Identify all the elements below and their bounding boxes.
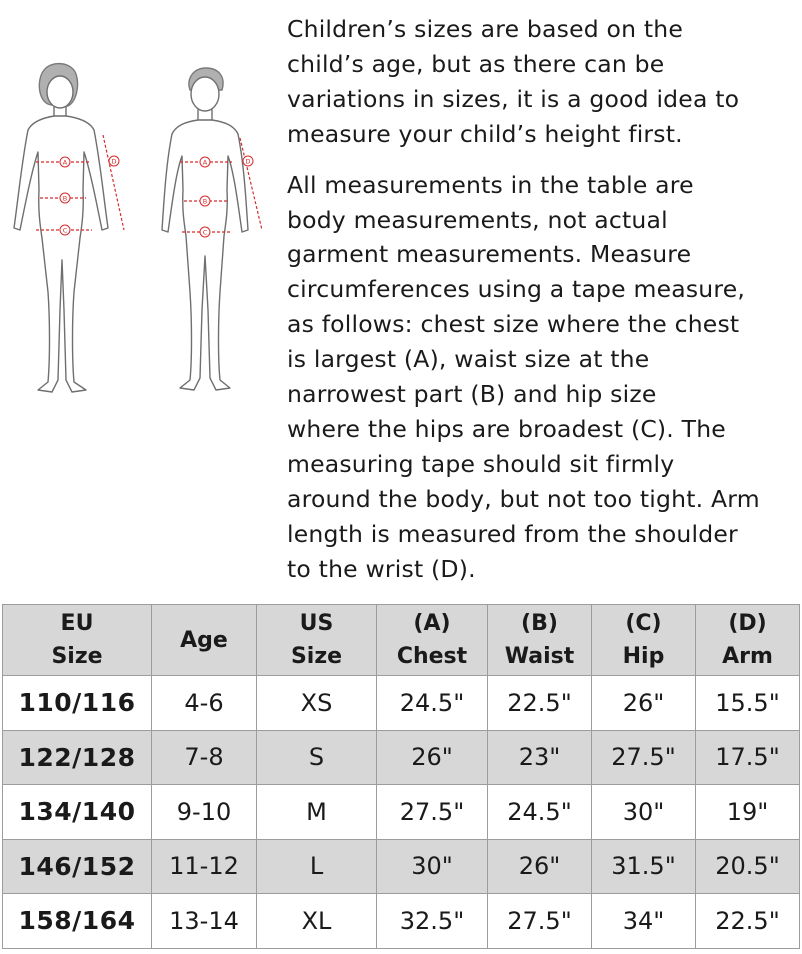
text-line: body measurements, not actual [287, 205, 668, 234]
cell-eu-size: 158/164 [3, 894, 152, 949]
marker-a-label: A [202, 158, 208, 167]
cell-arm: 15.5" [696, 676, 800, 731]
size-chart-table [2, 604, 800, 949]
text-line: garment measurements. Measure [287, 240, 692, 269]
marker-c-label: C [202, 228, 208, 237]
header-line: Hip [622, 644, 665, 669]
cell-waist: 26" [488, 839, 592, 894]
cell-age: 11-12 [152, 839, 257, 894]
cell-age: 4-6 [152, 676, 257, 731]
header-line: Age [180, 627, 228, 653]
cell-arm: 22.5" [696, 894, 800, 949]
table-row [3, 785, 800, 840]
header-line: Arm [722, 644, 773, 669]
header-eu-size [3, 605, 152, 676]
cell-chest: 32.5" [377, 894, 488, 949]
measurement-figures-illustration [8, 60, 276, 400]
cell-eu-size: 122/128 [3, 730, 152, 785]
header-line: (C) [625, 611, 662, 636]
marker-d-label: D [111, 157, 117, 166]
cell-chest: 26" [377, 730, 488, 785]
cell-hip: 34" [592, 894, 696, 949]
cell-waist: 23" [488, 730, 592, 785]
header-line: (A) [413, 611, 451, 636]
intro-text [287, 12, 797, 587]
cell-us-size: XS [257, 676, 377, 731]
text-line: around the body, but not too tight. Arm [287, 484, 760, 513]
text-line: circumferences using a tape measure, [287, 275, 746, 304]
table-row [3, 730, 800, 785]
cell-us-size: M [257, 785, 377, 840]
header-line: Size [290, 644, 343, 669]
header-line: Size [51, 644, 103, 669]
cell-us-size: S [257, 730, 377, 785]
cell-chest: 27.5" [377, 785, 488, 840]
text-line: measuring tape should sit firmly [287, 449, 675, 478]
table-row [3, 676, 800, 731]
cell-arm: 17.5" [696, 730, 800, 785]
cell-age: 9-10 [152, 785, 257, 840]
text-line: Children’s sizes are based on the [287, 15, 684, 43]
table-row [3, 894, 800, 949]
cell-hip: 31.5" [592, 839, 696, 894]
header-hip [592, 605, 696, 676]
cell-chest: 30" [377, 839, 488, 894]
header-line: EU [60, 611, 94, 636]
text-line: to the wrist (D). [287, 554, 476, 583]
header-line: Waist [504, 644, 575, 669]
text-line: as follows: chest size where the chest [287, 310, 740, 339]
header-line: US [299, 611, 334, 636]
cell-age: 13-14 [152, 894, 257, 949]
text-line: child’s age, but as there can be [287, 49, 665, 78]
text-line: measure your child’s height first. [287, 119, 683, 148]
header-us-size [257, 605, 377, 676]
cell-hip: 27.5" [592, 730, 696, 785]
marker-a-label: A [62, 158, 68, 167]
cell-us-size: L [257, 839, 377, 894]
text-line: is largest (A), waist size at the [287, 345, 650, 374]
header-line: (D) [728, 611, 767, 636]
cell-chest: 24.5" [377, 676, 488, 731]
marker-b-label: B [202, 197, 208, 206]
header-line: Chest [396, 644, 468, 669]
cell-eu-size: 134/140 [3, 785, 152, 840]
cell-age: 7-8 [152, 730, 257, 785]
marker-d-label: D [245, 157, 251, 166]
cell-us-size: XL [257, 894, 377, 949]
table-header-row [3, 605, 800, 676]
table-row [3, 839, 800, 894]
intro-paragraph-2 [287, 168, 797, 587]
text-line: length is measured from the shoulder [287, 519, 738, 548]
cell-waist: 22.5" [488, 676, 592, 731]
header-arm [696, 605, 800, 676]
cell-arm: 20.5" [696, 839, 800, 894]
marker-b-label: B [62, 194, 68, 203]
cell-arm: 19" [696, 785, 800, 840]
text-line: narrowest part (B) and hip size [287, 380, 657, 409]
cell-hip: 26" [592, 676, 696, 731]
cell-eu-size: 146/152 [3, 839, 152, 894]
text-line: variations in sizes, it is a good idea to [287, 84, 740, 113]
text-line: where the hips are broadest (C). The [287, 414, 726, 443]
cell-hip: 30" [592, 785, 696, 840]
cell-eu-size: 110/116 [3, 676, 152, 731]
intro-paragraph-1 [287, 12, 797, 152]
header-age [152, 605, 257, 676]
text-line: All measurements in the table are [287, 170, 694, 199]
cell-waist: 27.5" [488, 894, 592, 949]
marker-c-label: C [62, 226, 68, 235]
header-line: (B) [521, 611, 558, 636]
header-waist [488, 605, 592, 676]
header-chest [377, 605, 488, 676]
cell-waist: 24.5" [488, 785, 592, 840]
